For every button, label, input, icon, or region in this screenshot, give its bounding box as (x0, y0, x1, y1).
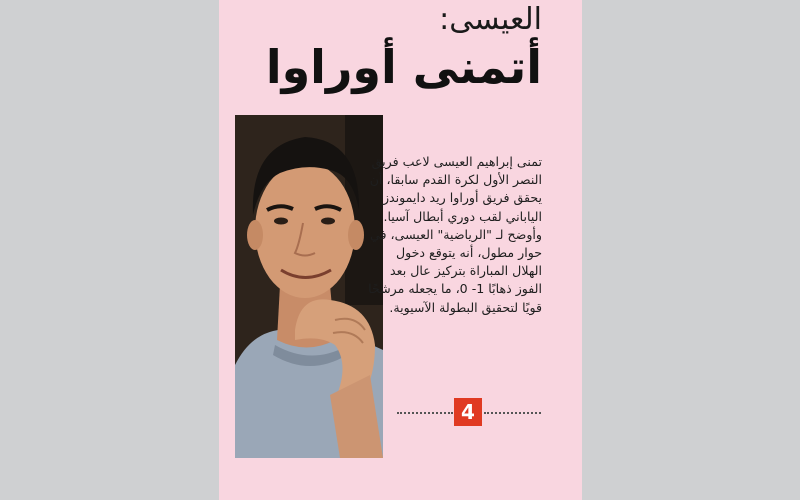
divider-right (484, 412, 541, 414)
page-number-badge: 4 (454, 398, 482, 426)
newspaper-page (219, 0, 582, 500)
article-paragraph-1: تمنى إبراهيم العيسى لاعب فريق النصر الأول لكرة القدم سابقا، أن يحقق فريق أوراوا ريد دايموندز الياباني لقب دوري أبطال آسيا. (369, 154, 542, 224)
player-portrait-illustration (235, 115, 383, 458)
article-kicker: العيسى: (439, 2, 542, 37)
divider-left (397, 412, 453, 414)
player-photo (235, 115, 383, 458)
article-headline: أتمنى أوراوا (265, 40, 542, 94)
article-body (367, 153, 542, 317)
article-paragraph-2: وأوضح لـ "الرياضية" العيسى، في حوار مطول، أنه يتوقع دخول الهلال المباراة بتركيز عال بعد الفوز ذهابًا 1- 0، ما يجعله مرشحًا قويًا لتحقيق البطولة الآسيوية. (368, 226, 542, 315)
